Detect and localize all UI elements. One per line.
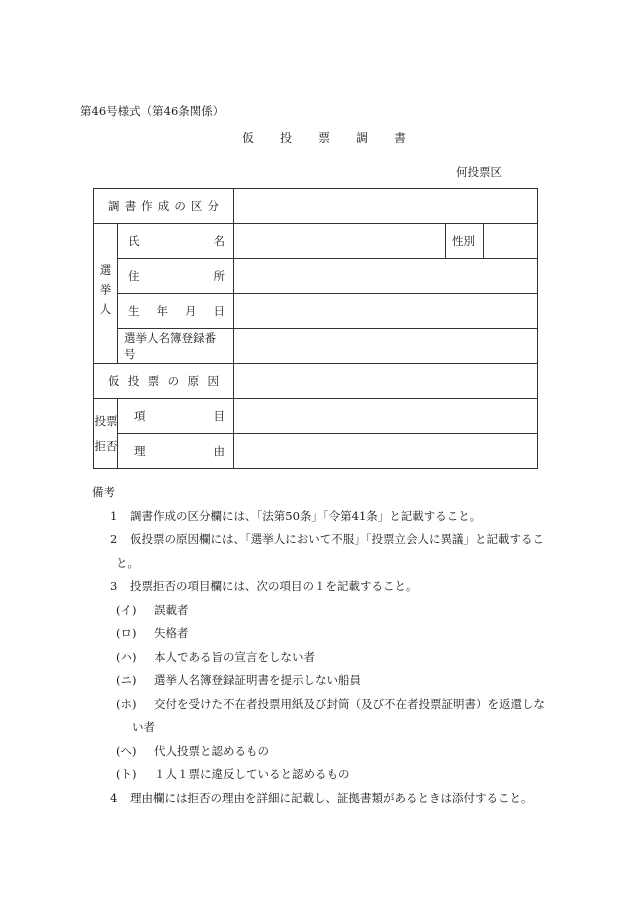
category-char: 調 (108, 199, 120, 213)
provisional-reason-char: の (167, 374, 180, 388)
row-refusal-item (94, 399, 538, 434)
sub-item-ho (92, 693, 562, 717)
birthdate-char: 月 (185, 304, 197, 318)
refusal-group-label (94, 399, 118, 469)
gender-value-field[interactable] (484, 224, 538, 259)
row-refusal-reason (94, 434, 538, 469)
row-address (94, 259, 538, 294)
refusal-group-line1: 投票 (94, 413, 118, 428)
note-text: 投票拒否の項目欄には、次の項目の１を記載すること。 (130, 579, 418, 593)
sub-item-to (92, 763, 562, 787)
name-label (124, 233, 227, 249)
note-number: 3 (110, 579, 118, 593)
name-label-cell (118, 224, 234, 259)
sub-item-mark: (ト) (116, 767, 137, 781)
document-title (0, 129, 630, 146)
row-name (94, 224, 538, 259)
category-value-field[interactable] (234, 189, 538, 224)
item-char: 目 (213, 409, 225, 423)
note-text: 仮投票の原因欄には、「選挙人において不服」「投票立会人に異議」と記載するこ (130, 532, 544, 546)
note-item-1 (92, 505, 562, 529)
address-char: 所 (213, 269, 225, 283)
reason-char: 由 (213, 444, 225, 458)
provisional-reason-char: 票 (147, 374, 160, 388)
registry-number-value-field[interactable] (234, 329, 538, 364)
provisional-reason-char: 原 (187, 374, 200, 388)
sub-item-ni (92, 669, 562, 693)
note-item-2 (92, 528, 562, 552)
category-char: 作 (141, 199, 153, 213)
provisional-reason-char: 投 (127, 374, 140, 388)
row-provisional-reason (94, 364, 538, 399)
precinct-label: 何投票区 (456, 165, 502, 179)
sub-item-mark: (ホ) (116, 696, 137, 711)
row-birthdate (94, 294, 538, 329)
provisional-reason-label-cell (94, 364, 234, 399)
sub-item-text: １人１票に違反していると認めるもの (154, 767, 350, 781)
category-char: の (174, 199, 186, 213)
birthdate-label-cell (118, 294, 234, 329)
category-char: 書 (124, 199, 137, 213)
sub-item-text: 失格者 (154, 626, 189, 640)
sub-item-mark: (イ) (116, 602, 137, 617)
address-label-cell (118, 259, 234, 294)
category-label (100, 198, 227, 214)
row-registry-number (94, 329, 538, 364)
note-number: 2 (110, 532, 118, 546)
reason-label (124, 443, 227, 459)
note-number: 1 (110, 508, 118, 523)
sub-item-text: 交付を受けた不在者投票用紙及び封筒（及び不在者投票証明書）を返還しな (154, 696, 545, 711)
name-value-field[interactable] (234, 224, 446, 259)
sub-item-he (92, 740, 562, 764)
provisional-reason-label (100, 373, 227, 389)
category-char: 分 (207, 199, 219, 213)
item-char: 項 (134, 409, 146, 423)
reason-label-cell (118, 434, 234, 469)
name-char: 名 (213, 234, 225, 248)
category-char: 区 (190, 199, 203, 213)
category-label-cell (94, 189, 234, 224)
address-value-field[interactable] (234, 259, 538, 294)
birthdate-char: 年 (156, 304, 168, 318)
sub-item-mark: (ハ) (116, 649, 137, 664)
form-number: 第46号様式（第46条関係） (80, 104, 225, 118)
birthdate-char: 日 (213, 304, 225, 318)
birthdate-value-field[interactable] (234, 294, 538, 329)
note-text: 理由欄には拒否の理由を詳細に記載し、証拠書類があるときは添付すること。 (130, 790, 533, 805)
reason-value-field[interactable] (234, 434, 538, 469)
provisional-reason-char: 因 (207, 374, 219, 388)
sub-item-mark: (ロ) (116, 626, 137, 640)
sub-item-ha (92, 646, 562, 670)
sub-item-ro (92, 622, 562, 646)
registry-number-label: 選挙人名簿登録番号 (118, 329, 234, 364)
provisional-vote-form-table (93, 188, 538, 469)
item-value-field[interactable] (234, 399, 538, 434)
notes-section (92, 481, 562, 810)
sub-item-text: 誤載者 (154, 602, 189, 617)
notes-heading: 備考 (92, 485, 115, 499)
name-char: 氏 (128, 234, 140, 248)
item-label-cell (118, 399, 234, 434)
row-category (94, 189, 538, 224)
note-number: 4 (110, 790, 118, 805)
sub-item-text: 選挙人名簿登録証明書を提示しない船員 (154, 673, 361, 687)
note-text: 調書作成の区分欄には、「法第50条」「令第41条」と記載すること。 (130, 508, 482, 523)
note-item-4 (92, 787, 562, 811)
sub-item-text: 本人である旨の宣言をしない者 (154, 649, 315, 664)
reason-char: 理 (134, 444, 146, 458)
title-text: 仮投票調書 (241, 131, 432, 145)
gender-label: 性別 (446, 224, 484, 259)
address-label (124, 268, 227, 284)
address-char: 住 (128, 269, 140, 283)
sub-item-i (92, 599, 562, 623)
note-item-3 (92, 575, 562, 599)
sub-item-mark: (ヘ) (116, 743, 137, 758)
provisional-reason-value-field[interactable] (234, 364, 538, 399)
sub-item-ho-continuation: い者 (132, 720, 155, 734)
note-item-2-continuation: と。 (116, 555, 139, 570)
refusal-group-line2: 拒否 (94, 438, 118, 453)
sub-item-mark: (ニ) (116, 673, 137, 687)
sub-item-text: 代人投票と認めるもの (154, 743, 269, 758)
voter-group-label: 選挙人 (94, 224, 118, 364)
birthdate-char: 生 (128, 304, 140, 318)
provisional-reason-char: 仮 (108, 374, 120, 388)
category-char: 成 (157, 199, 170, 213)
item-label (124, 408, 227, 424)
birthdate-label (124, 303, 227, 319)
